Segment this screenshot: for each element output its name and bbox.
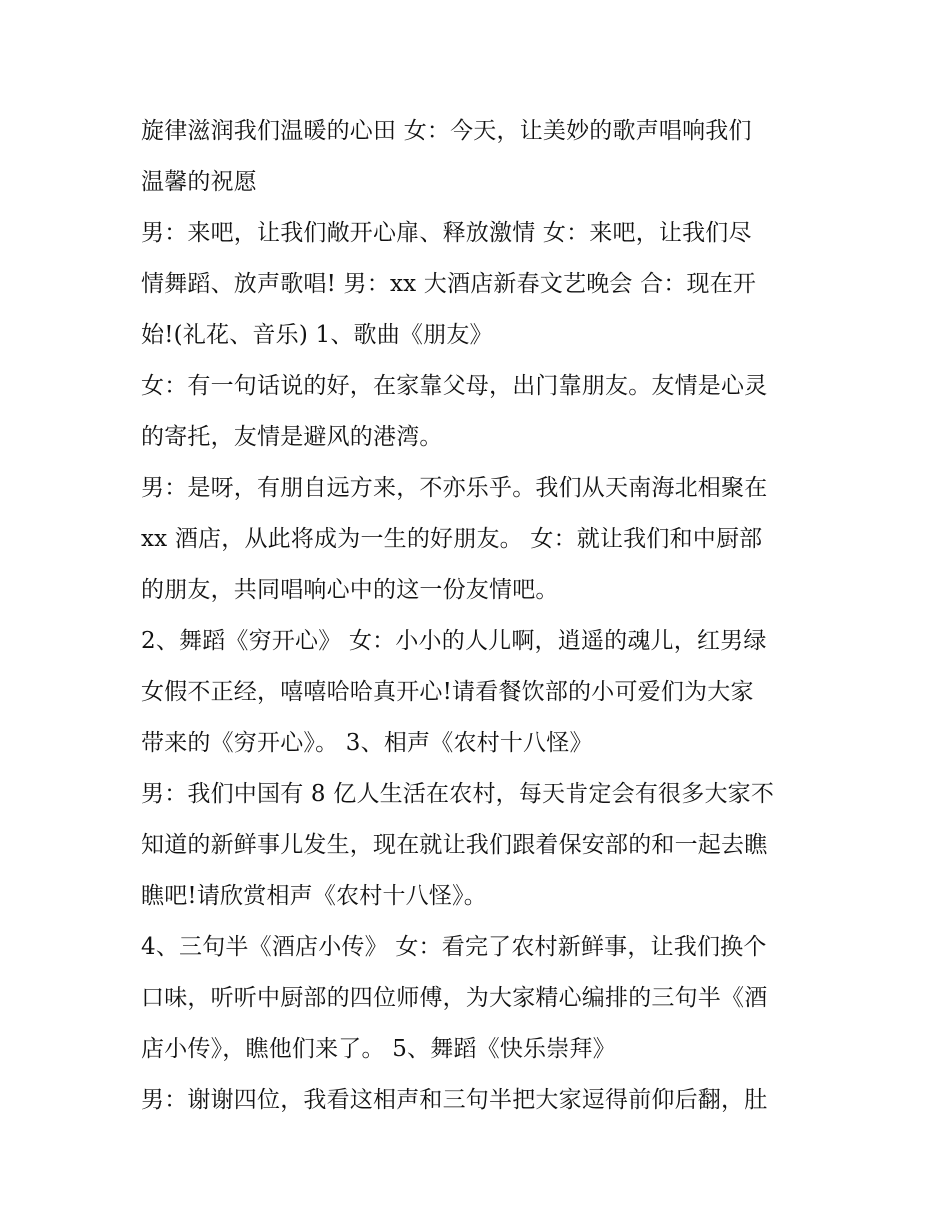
text-line: 带来的《穷开心》。 3、相声《农村十八怪》 (141, 730, 593, 756)
text-line: 口味，听听中厨部的四位师傅，为大家精心编排的三句半《酒 (141, 985, 768, 1011)
text-line: 店小传》，瞧他们来了。 5、舞蹈《快乐崇拜》 (141, 1036, 616, 1062)
text-line: 温馨的祝愿 (141, 169, 257, 195)
text-line: xx 酒店，从此将成为一生的好朋友。 女：就让我们和中厨部 (141, 526, 763, 552)
text-line: 男：谢谢四位，我看这相声和三句半把大家逗得前仰后翻，肚 (141, 1087, 768, 1113)
text-line: 4、三句半《酒店小传》 女：看完了农村新鲜事，让我们换个 (141, 934, 767, 960)
text-line: 旋律滋润我们温暖的心田 女：今天，让美妙的歌声唱响我们 (141, 118, 752, 144)
text-line: 始!(礼花、音乐) 1、歌曲《朋友》 (141, 322, 493, 348)
text-line: 女：有一句话说的好，在家靠父母，出门靠朋友。友情是心灵 (141, 373, 768, 399)
text-line: 2、舞蹈《穷开心》 女：小小的人儿啊，逍遥的魂儿，红男绿 (141, 628, 767, 654)
document-body (141, 106, 821, 1126)
text-line: 的寄托，友情是避风的港湾。 (141, 424, 443, 450)
text-line: 的朋友，共同唱响心中的这一份友情吧。 (141, 577, 559, 603)
text-line: 情舞蹈、放声歌唱! 男：xx 大酒店新春文艺晚会 合：现在开 (141, 271, 757, 297)
text-line: 女假不正经，嘻嘻哈哈真开心!请看餐饮部的小可爱们为大家 (141, 679, 754, 705)
text-line: 男：我们中国有 8 亿人生活在农村，每天肯定会有很多大家不 (141, 781, 775, 807)
text-line: 瞧吧!请欣赏相声《农村十八怪》。 (141, 883, 487, 909)
text-line: 男：来吧，让我们敞开心扉、释放激情 女：来吧，让我们尽 (141, 220, 752, 246)
text-line: 知道的新鲜事儿发生，现在就让我们跟着保安部的和一起去瞧 (141, 832, 768, 858)
text-line: 男：是呀，有朋自远方来，不亦乐乎。我们从天南海北相聚在 (141, 475, 768, 501)
